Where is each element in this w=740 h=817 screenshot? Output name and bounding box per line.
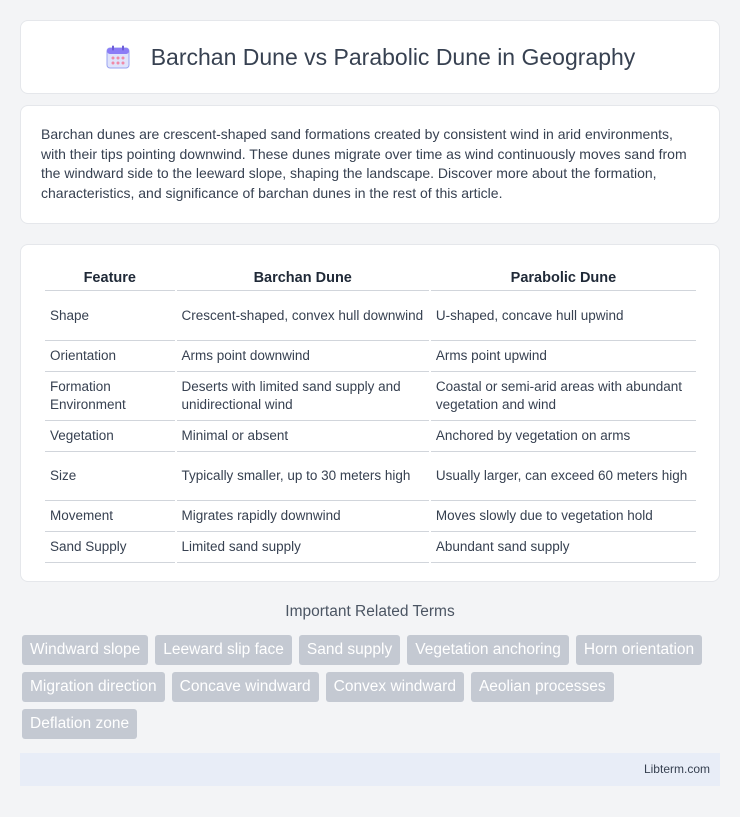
- calendar-icon: [105, 44, 131, 70]
- barchan-cell: Arms point downwind: [177, 341, 429, 372]
- term-tag[interactable]: Sand supply: [299, 635, 400, 665]
- feature-cell: Movement: [45, 501, 175, 532]
- related-terms-title: Important Related Terms: [285, 603, 455, 620]
- table-row: [45, 452, 696, 501]
- feature-cell: Vegetation: [45, 421, 175, 452]
- term-tag[interactable]: Windward slope: [22, 635, 148, 665]
- parabolic-cell: Abundant sand supply: [431, 532, 696, 563]
- header-parabolic: Parabolic Dune: [431, 265, 696, 291]
- footer-site-link[interactable]: Libterm.com: [643, 762, 710, 776]
- term-tag[interactable]: Horn orientation: [576, 635, 702, 665]
- term-tag[interactable]: Migration direction: [22, 672, 165, 702]
- term-tag[interactable]: Aeolian processes: [471, 672, 614, 702]
- term-tag[interactable]: Concave windward: [172, 672, 319, 702]
- header: [105, 44, 636, 71]
- comparison-table-card: [20, 244, 720, 582]
- footer: [20, 753, 720, 786]
- parabolic-cell: Usually larger, can exceed 60 meters high: [431, 452, 696, 501]
- feature-cell: Shape: [45, 291, 175, 341]
- page-title: Barchan Dune vs Parabolic Dune in Geography: [150, 43, 636, 70]
- parabolic-cell: Moves slowly due to vegetation hold: [431, 501, 696, 532]
- term-tag[interactable]: Deflation zone: [22, 709, 137, 739]
- header-feature: Feature: [45, 265, 175, 291]
- feature-cell: Size: [45, 452, 175, 501]
- parabolic-cell: Anchored by vegetation on arms: [431, 421, 696, 452]
- parabolic-cell: Coastal or semi-arid areas with abundant vegetation and wind: [431, 372, 696, 421]
- barchan-cell: Deserts with limited sand supply and unidirectional wind: [177, 372, 429, 421]
- parabolic-cell: U-shaped, concave hull upwind: [431, 291, 696, 341]
- feature-cell: Orientation: [45, 341, 175, 372]
- barchan-cell: Migrates rapidly downwind: [177, 501, 429, 532]
- barchan-cell: Minimal or absent: [177, 421, 429, 452]
- barchan-cell: Limited sand supply: [177, 532, 429, 563]
- table-header-row: [45, 265, 696, 291]
- header-card: [20, 20, 720, 94]
- parabolic-cell: Arms point upwind: [431, 341, 696, 372]
- term-tag[interactable]: Convex windward: [326, 672, 464, 702]
- barchan-cell: Typically smaller, up to 30 meters high: [177, 452, 429, 501]
- term-tag[interactable]: Vegetation anchoring: [407, 635, 569, 665]
- intro-paragraph: Barchan dunes are crescent-shaped sand formations created by consistent wind in arid environments, with their tips pointing downwind. These dunes migrate over time as wind continuously moves sand from the windward side to the leeward slope, shaping the landscape. Discover more about the formation, characteristics, and significance of barchan dunes in the rest of this article.: [41, 126, 687, 201]
- intro-card: [20, 105, 720, 224]
- table-row: [45, 291, 696, 341]
- term-tag[interactable]: Leeward slip face: [155, 635, 292, 665]
- feature-cell: Sand Supply: [45, 532, 175, 563]
- table-row: [45, 372, 696, 421]
- table-row: [45, 421, 696, 452]
- comparison-table: [43, 265, 698, 563]
- barchan-cell: Crescent-shaped, convex hull downwind: [177, 291, 429, 341]
- header-barchan: Barchan Dune: [177, 265, 429, 291]
- related-terms-list: [22, 635, 722, 739]
- table-row: [45, 501, 696, 532]
- feature-cell: Formation Environment: [45, 372, 175, 421]
- table-row: [45, 341, 696, 372]
- table-row: [45, 532, 696, 563]
